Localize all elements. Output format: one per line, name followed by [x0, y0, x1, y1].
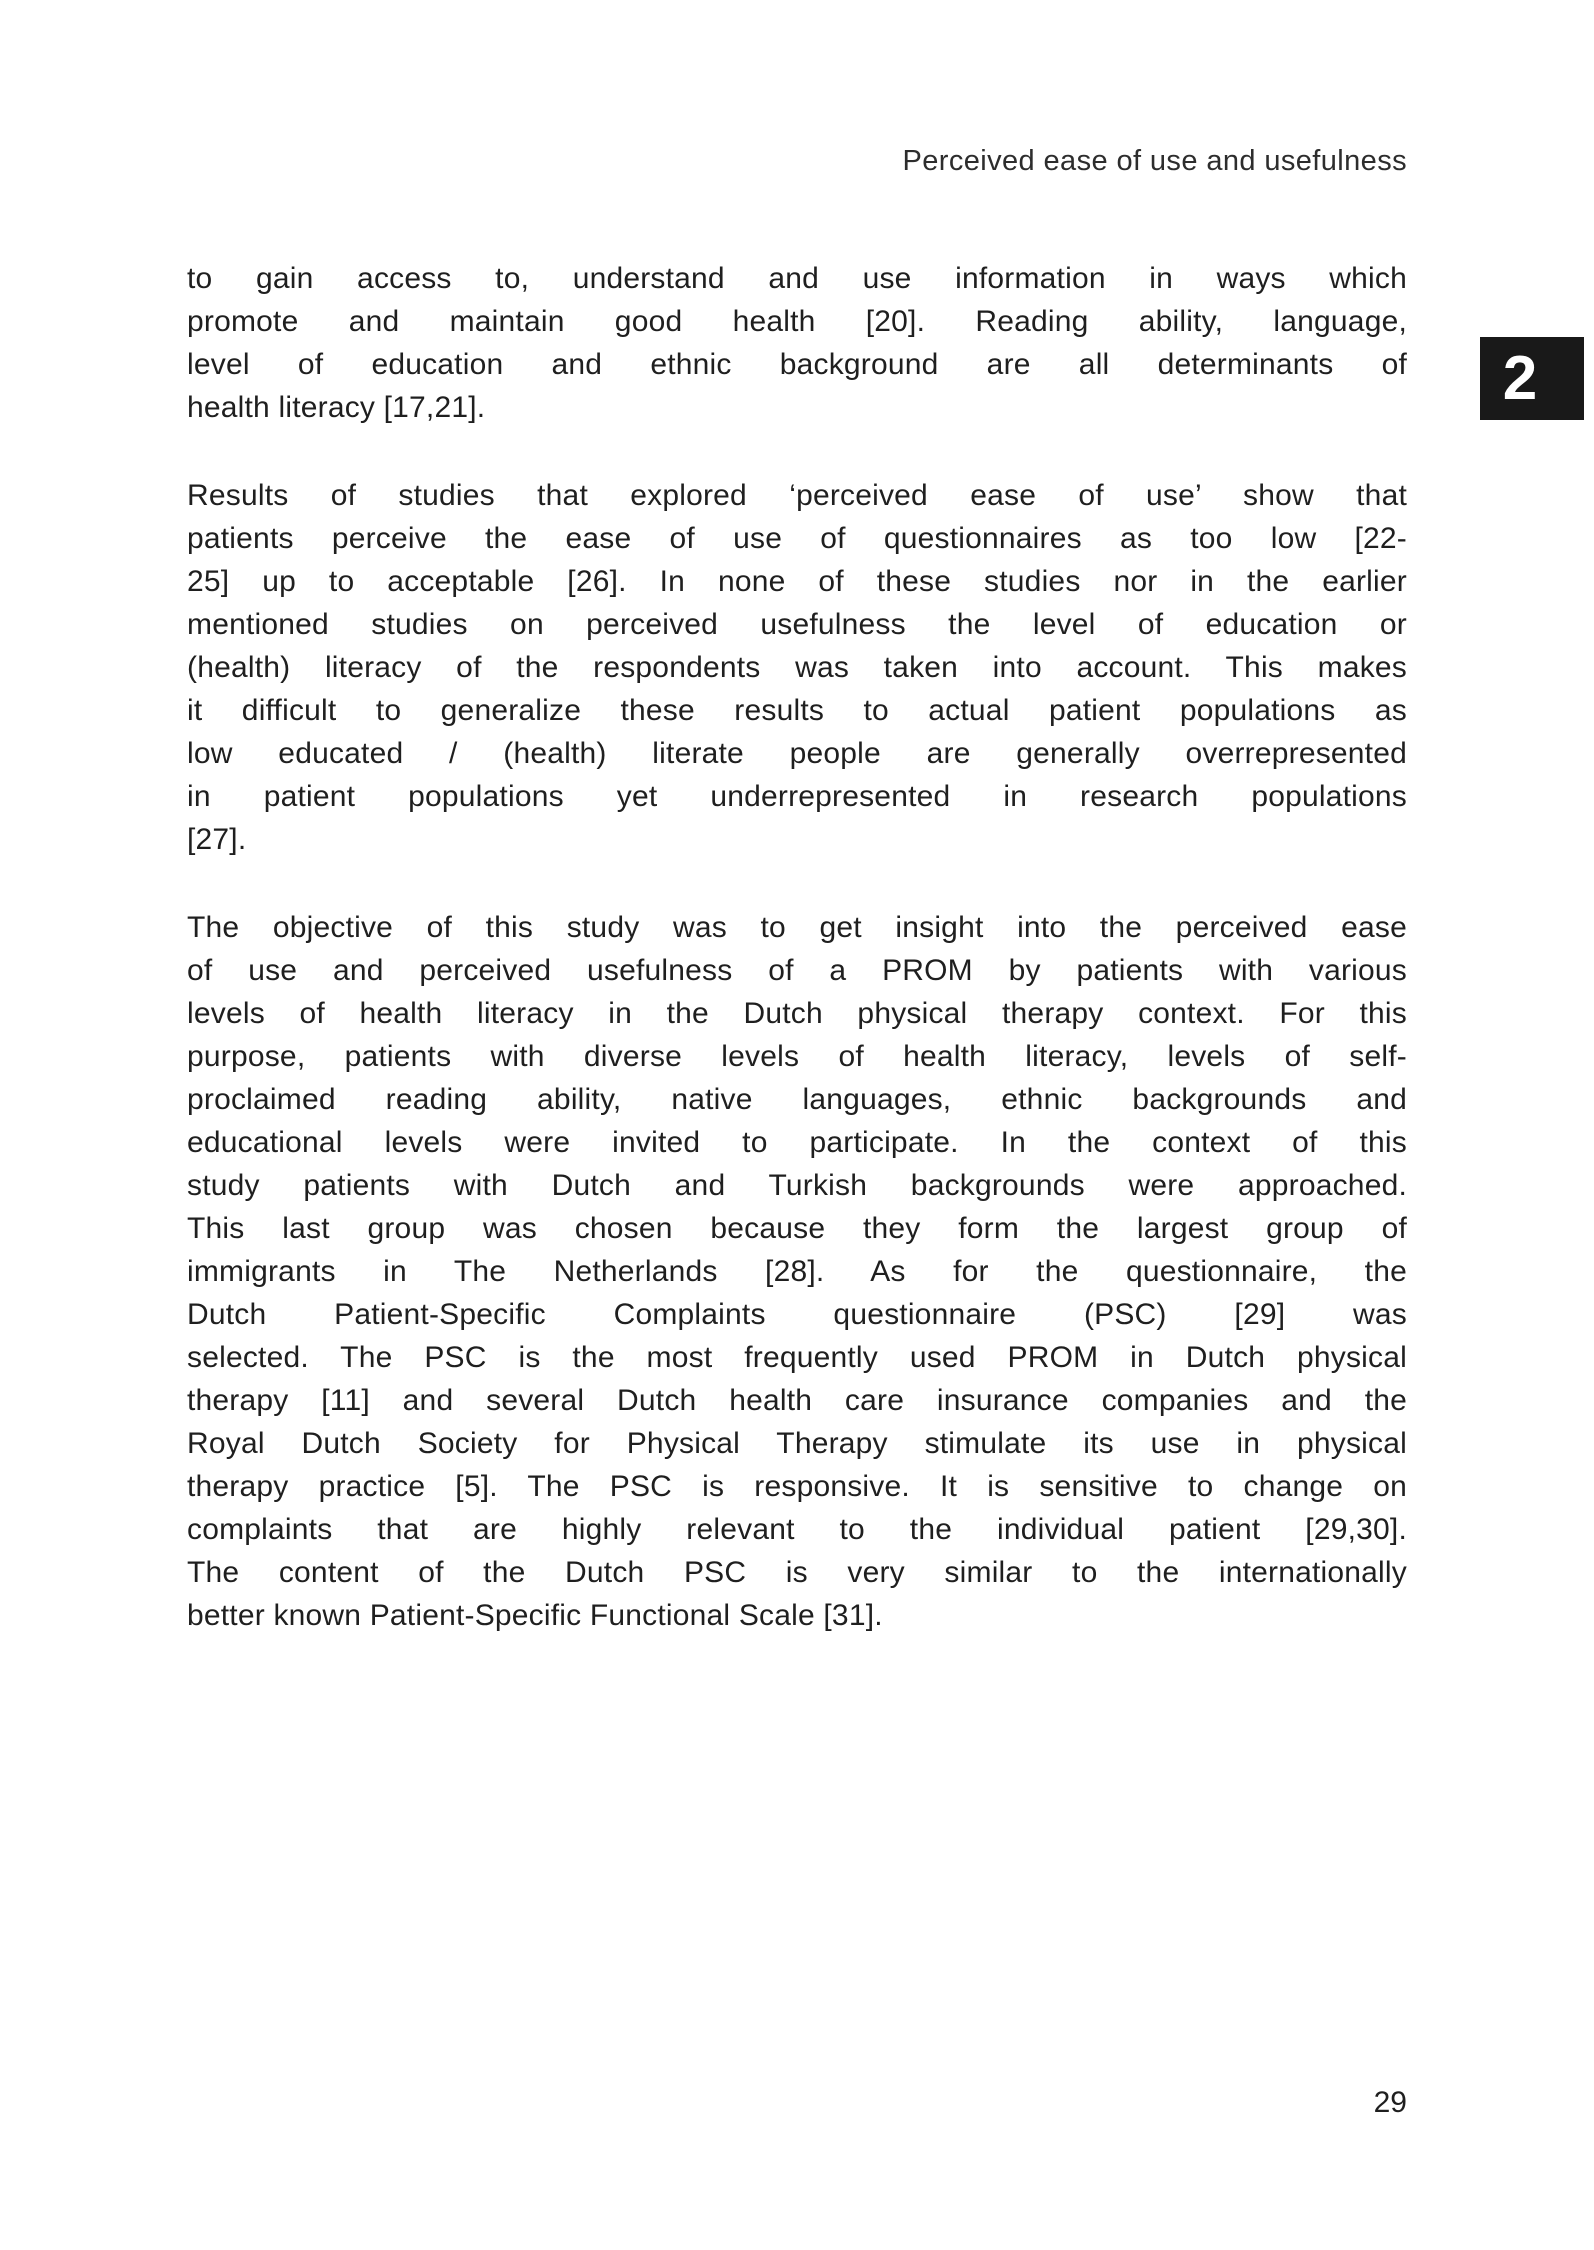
text-line: promote and maintain good health [20]. Reading ability, language, — [187, 305, 1407, 338]
text-line: Royal Dutch Society for Physical Therapy stimulate its use in physical — [187, 1427, 1407, 1460]
text-line: complaints that are highly relevant to the individual patient [29,30]. — [187, 1513, 1407, 1546]
chapter-number: 2 — [1502, 343, 1538, 413]
text-line: therapy [11] and several Dutch health care insurance companies and the — [187, 1384, 1407, 1417]
text-line: The content of the Dutch PSC is very similar to the internationally — [187, 1556, 1407, 1589]
text-line: educational levels were invited to participate. In the context of this — [187, 1126, 1407, 1159]
text-line: better known Patient-Specific Functional Scale [31]. — [187, 1599, 883, 1632]
text-line: it difficult to generalize these results to actual patient populations as — [187, 694, 1407, 727]
text-line: purpose, patients with diverse levels of health literacy, levels of self- — [187, 1040, 1407, 1073]
chapter-tab — [1480, 337, 1584, 420]
text-line: proclaimed reading ability, native languages, ethnic backgrounds and — [187, 1083, 1407, 1116]
text-line: of use and perceived usefulness of a PROM by patients with various — [187, 954, 1407, 987]
text-line: in patient populations yet underrepresented in research populations — [187, 780, 1407, 813]
text-line: study patients with Dutch and Turkish backgrounds were approached. — [187, 1169, 1407, 1202]
text-line: low educated / (health) literate people are generally overrepresented — [187, 737, 1407, 770]
article-body — [187, 257, 1407, 1682]
text-line: immigrants in The Netherlands [28]. As for the questionnaire, the — [187, 1255, 1407, 1288]
paragraph — [187, 257, 1407, 429]
text-line: (health) literacy of the respondents was taken into account. This makes — [187, 651, 1407, 684]
text-line: levels of health literacy in the Dutch physical therapy context. For this — [187, 997, 1407, 1030]
text-line: The objective of this study was to get insight into the perceived ease — [187, 911, 1407, 944]
text-line: patients perceive the ease of use of questionnaires as too low [22- — [187, 522, 1407, 555]
text-line: mentioned studies on perceived usefulness the level of education or — [187, 608, 1407, 641]
text-line: therapy practice [5]. The PSC is responsive. It is sensitive to change on — [187, 1470, 1407, 1503]
text-line: Dutch Patient-Specific Complaints questionnaire (PSC) [29] was — [187, 1298, 1407, 1331]
paragraph — [187, 474, 1407, 861]
page-number: 29 — [1373, 2086, 1407, 2119]
text-line: 25] up to acceptable [26]. In none of these studies nor in the earlier — [187, 565, 1407, 598]
text-line: Results of studies that explored ‘perceived ease of use’ show that — [187, 479, 1407, 512]
text-line: This last group was chosen because they form the largest group of — [187, 1212, 1407, 1245]
text-line: [27]. — [187, 823, 247, 856]
text-line: selected. The PSC is the most frequently used PROM in Dutch physical — [187, 1341, 1407, 1374]
text-line: health literacy [17,21]. — [187, 391, 486, 424]
text-line: level of education and ethnic background are all determinants of — [187, 348, 1407, 381]
running-header: Perceived ease of use and usefulness — [902, 145, 1407, 177]
paragraph — [187, 906, 1407, 1637]
text-line: to gain access to, understand and use information in ways which — [187, 262, 1407, 295]
